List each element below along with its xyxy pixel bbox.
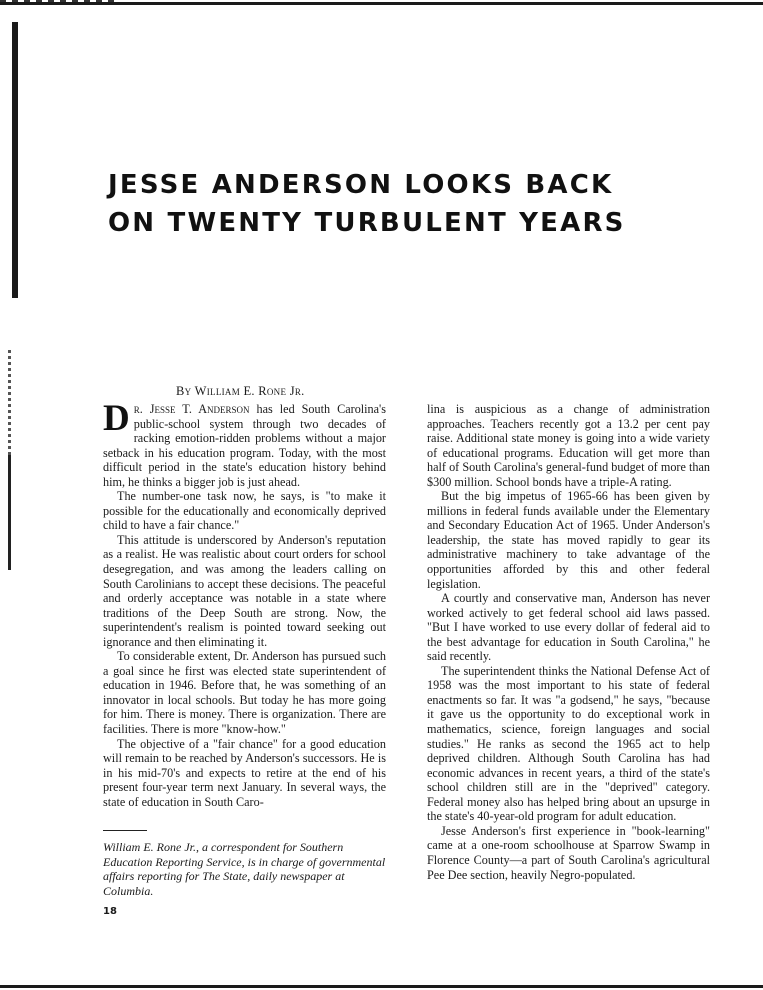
byline: By William E. Rone Jr. — [176, 384, 305, 398]
lead-text: has led South Carolina's public-school system through two decades of racking emotion-ridden problems without a major setback in his education program. Today, with the most difficult period in the state's education history behind him, he thinks a bigger job is just ahead. — [103, 402, 386, 489]
bottom-rule — [0, 985, 763, 988]
top-rule — [0, 2, 763, 5]
paragraph: The number-one task now, he says, is "to make it possible for the educationally and economically deprived child to have a fair chance." — [103, 489, 386, 533]
title-line-2: ON TWENTY TURBULENT YEARS — [108, 208, 626, 238]
footnote-rule — [103, 830, 147, 831]
left-column — [103, 398, 386, 809]
paragraph: A courtly and conservative man, Anderson has never worked actively to get federal school aid laws passed. "But I have worked to use every dollar of federal aid to the best advantage for education in South Carolina," he said recently. — [427, 591, 710, 664]
article-title — [108, 166, 708, 242]
binding-edge-mark — [12, 22, 18, 298]
author-footnote: William E. Rone Jr., a correspondent for Southern Education Reporting Service, is in charge of governmental affairs reporting for The State, daily newspaper at Columbia. — [103, 840, 386, 898]
paragraph: This attitude is underscored by Anderson's reputation as a realist. He was realistic about court orders for school desegregation, and was among the leaders calling on South Carolinians to accept these decisions. The peaceful and orderly acceptance was notable in a state where traditions of the Deep South are strong. Now, the superintendent's realism is pointed toward seeking out ignorance and then eliminating it. — [103, 532, 386, 649]
lead-paragraph — [103, 398, 386, 489]
paragraph: To considerable extent, Dr. Anderson has pursued such a goal since he first was elected state superintendent of education in 1946. Before that, he was something of an innovator in local schools. But today he has more going for him. There is money. There is organization. There are facilities. There is more "know-how." — [103, 649, 386, 737]
paragraph: The superintendent thinks the National Defense Act of 1958 was the most important to his state of federal enactments so far. It was "a godsend," he says, "because it gave us the opportunity to do exceptional work in mathematics, science, foreign languages and social studies." He ranks as second the 1965 act to help deprived children. Although South Carolina has had economic advances in recent years, a third of the state's school children still are in the "deprived" category. Federal money also has helped bring about an upsurge in the state's 40-year-old program for adult education. — [427, 663, 710, 824]
drop-cap: D — [103, 398, 130, 439]
paragraph: Jesse Anderson's first experience in "book-learning" came at a one-room schoolhouse at Sparrow Swamp in Florence County—a part of South Carolina's agricultural Pee Dee section, heavily Negro-populated. — [427, 823, 710, 882]
right-column — [427, 402, 710, 882]
binding-edge-mark-lower — [8, 455, 11, 570]
lead-small-caps: r. Jesse T. Anderson — [133, 402, 250, 416]
paragraph: lina is auspicious as a change of administration approaches. Teachers recently got a 13.2 per cent pay raise. Additional state money is going into a wide variety of educational programs. Education will get more than half of South Carolina's general-fund budget of more than $300 million. School bonds have a triple-A rating. — [427, 402, 710, 489]
paragraph: But the big impetus of 1965-66 has been given by millions in federal funds available under the Elementary and Secondary Education Act of 1965. Under Anderson's leadership, the state has moved rapidly to gear its administrative machinery to take advantage of the opportunities afforded by this and other federal legislation. — [427, 489, 710, 591]
title-line-1: JESSE ANDERSON LOOKS BACK — [108, 170, 614, 200]
paragraph: The objective of a "fair chance" for a good education will remain to be reached by Anderson's successors. He is in his mid-70's and expects to retire at the end of his present four-year term next January. In several ways, the state of education in South Caro- — [103, 736, 386, 809]
page-number: 18 — [103, 906, 117, 917]
